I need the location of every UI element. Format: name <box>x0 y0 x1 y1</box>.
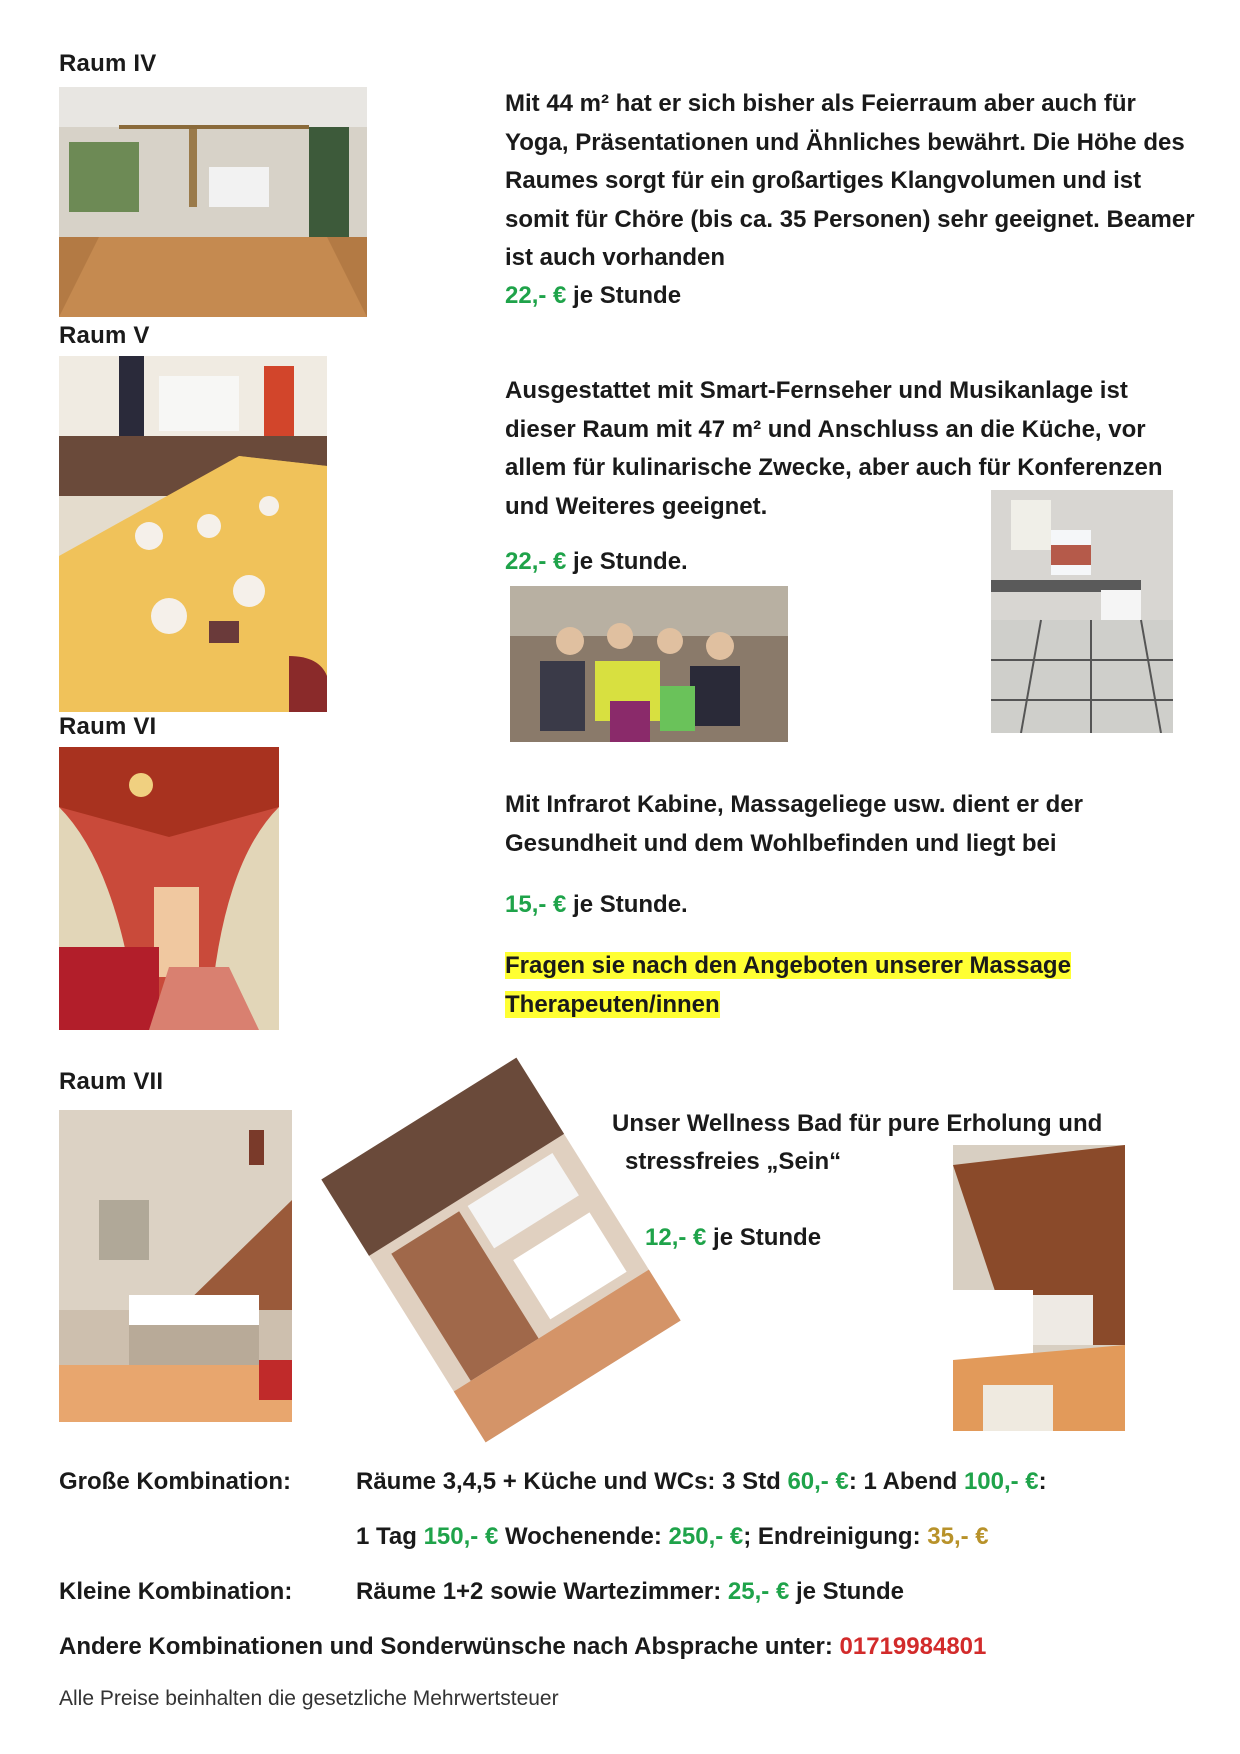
raum6-price: 15,- € <box>505 891 567 918</box>
small-combo-label: Kleine Kombination: <box>59 1578 293 1605</box>
big-combo-price-weekend: 250,- € <box>668 1523 744 1550</box>
raum7-description-line2: stressfreies „Sein“ <box>625 1148 842 1175</box>
raum7-price-line <box>645 1224 821 1252</box>
raum5-price-unit: je Stunde. <box>566 548 688 575</box>
big-combo-text-e: Wochenende: <box>498 1523 669 1550</box>
raum5-description: Ausgestattet mit Smart-Fernseher und Musikanlage ist dieser Raum mit 47 m² und Anschluss an die Küche, vor allem für kulinarische Zwecke, aber auch für Konferenzen und Weiteres geeignet. <box>505 377 1163 520</box>
raum5-photo-table <box>59 356 327 712</box>
raum7-title: Raum VII <box>59 1068 164 1095</box>
phone-number[interactable]: 01719984801 <box>839 1633 987 1660</box>
massage-notice-line2: Therapeuten/innen <box>505 990 720 1018</box>
big-combo-line1 <box>356 1468 1047 1496</box>
raum5-price: 22,- € <box>505 548 567 575</box>
big-combo-price-cleaning: 35,- € <box>927 1523 989 1550</box>
massage-notice-line1: Fragen sie nach den Angeboten unserer Massage <box>505 952 1071 979</box>
raum7-price-unit: je Stunde <box>706 1224 822 1251</box>
raum6-title: Raum VI <box>59 713 157 740</box>
raum4-price-line <box>505 282 681 310</box>
raum7-photo-shower <box>953 1145 1125 1431</box>
raum6-price-line <box>505 891 688 919</box>
raum7-description-line1: Unser Wellness Bad für pure Erholung und <box>612 1110 1103 1137</box>
small-combo-text-b: je Stunde <box>789 1578 904 1605</box>
raum6-photo <box>59 747 279 1030</box>
big-combo-text-d: 1 Tag <box>356 1523 424 1550</box>
vat-footnote: Alle Preise beinhalten die gesetzliche Mehrwertsteuer <box>59 1687 559 1710</box>
small-combo-line <box>356 1578 904 1606</box>
big-combo-text-c: : <box>1038 1468 1047 1495</box>
raum4-description: Mit 44 m² hat er sich bisher als Feierraum aber auch für Yoga, Präsentationen und Ähnliches bewährt. Die Höhe des Raumes sorgt für ein großartiges Klangvolumen und ist somit für Chöre (bis ca. 35 Personen) sehr geeignet. Beamer ist auch vorhanden <box>505 90 1195 271</box>
raum4-price-unit: je Stunde <box>566 282 682 309</box>
big-combo-text-f: ; Endreinigung: <box>743 1523 928 1550</box>
other-combos-line <box>59 1633 986 1661</box>
raum4-price: 22,- € <box>505 282 567 309</box>
massage-notice <box>505 947 1071 1024</box>
big-combo-price-3h: 60,- € <box>787 1468 849 1495</box>
raum4-photo <box>59 87 367 317</box>
big-combo-line2 <box>356 1523 989 1551</box>
raum5-photo-guests <box>510 586 788 742</box>
small-combo-text-a: Räume 1+2 sowie Wartezimmer: <box>356 1578 728 1605</box>
big-combo-price-day: 150,- € <box>423 1523 499 1550</box>
raum5-price-line <box>505 548 688 576</box>
raum7-photo-bath <box>59 1110 292 1422</box>
other-combos-text: Andere Kombinationen und Sonderwünsche nach Absprache unter: <box>59 1633 840 1660</box>
raum7-price: 12,- € <box>645 1224 707 1251</box>
big-combo-text-b: : 1 Abend <box>848 1468 964 1495</box>
kitchen-photo <box>991 490 1173 733</box>
big-combo-price-evening: 100,- € <box>963 1468 1039 1495</box>
raum6-price-unit: je Stunde. <box>566 891 688 918</box>
big-combo-text-a: Räume 3,4,5 + Küche und WCs: 3 Std <box>356 1468 788 1495</box>
raum5-title: Raum V <box>59 322 150 349</box>
raum6-description: Mit Infrarot Kabine, Massageliege usw. dient er der Gesundheit und dem Wohlbefinden und liegt bei <box>505 791 1083 857</box>
big-combo-label: Große Kombination: <box>59 1468 291 1495</box>
small-combo-price: 25,- € <box>727 1578 790 1605</box>
raum4-title: Raum IV <box>59 50 157 77</box>
